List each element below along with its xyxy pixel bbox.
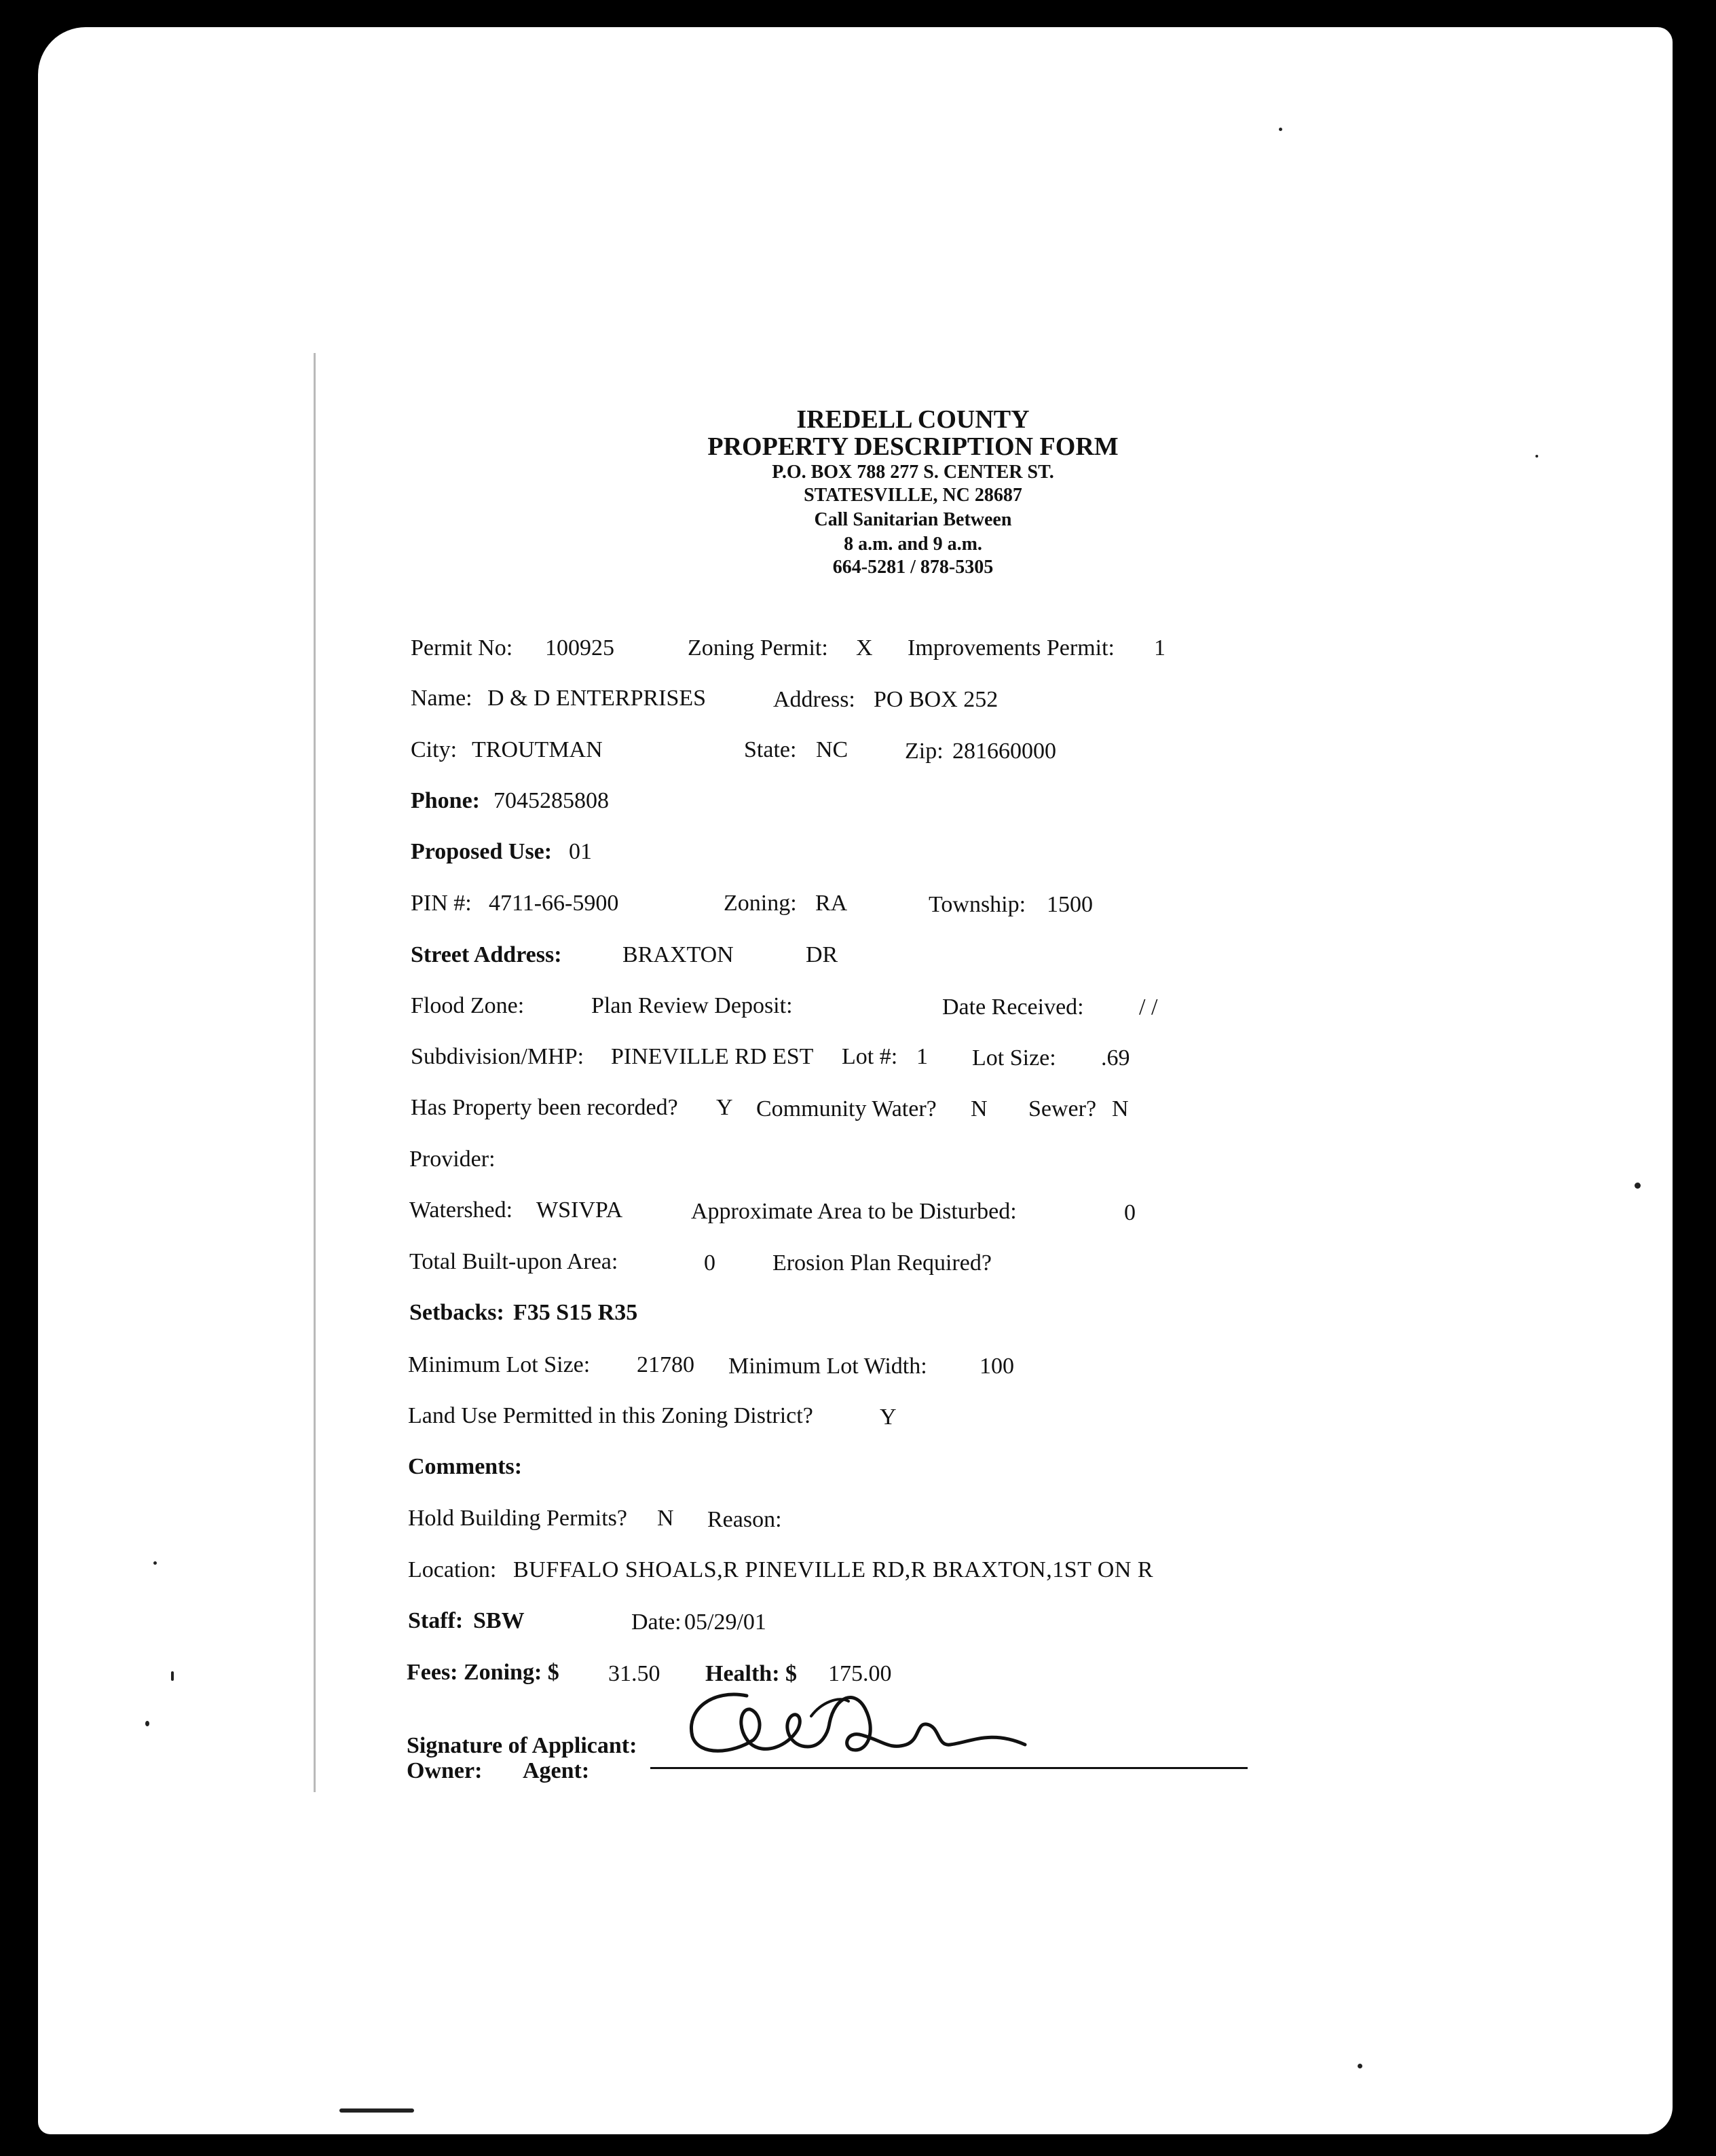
flood-zone-label: Flood Zone:	[411, 993, 525, 1018]
pin-label: PIN #:	[411, 891, 472, 916]
location-value: BUFFALO SHOALS,R PINEVILLE RD,R BRAXTON,1ST ON R	[513, 1557, 1154, 1582]
hold-label: Hold Building Permits?	[408, 1506, 627, 1531]
name-label: Name:	[411, 686, 472, 711]
phone-value: 7045285808	[493, 788, 609, 813]
proposed-use-value: 01	[569, 839, 592, 864]
lot-no-label: Lot #:	[842, 1044, 898, 1069]
scan-speck	[171, 1671, 174, 1681]
watershed-label: Watershed:	[409, 1197, 513, 1223]
city-label: City:	[411, 737, 458, 762]
land-use-value: Y	[880, 1405, 897, 1430]
min-lot-width-value: 100	[980, 1354, 1014, 1379]
recorded-value: Y	[716, 1095, 733, 1120]
subdivision-value: PINEVILLE RD EST	[611, 1044, 814, 1069]
fees-zoning-label: Fees: Zoning: $	[407, 1660, 559, 1685]
scan-speck	[1535, 455, 1538, 458]
fees-zoning-value: 31.50	[608, 1661, 660, 1686]
header-hours: 8 a.m. and 9 a.m.	[844, 534, 982, 555]
header-city: STATESVILLE, NC 28687	[804, 485, 1022, 506]
zoning-permit-label: Zoning Permit:	[688, 635, 828, 661]
date-label: Date:	[631, 1610, 682, 1635]
zip-label: Zip:	[905, 739, 944, 764]
permit-no-label: Permit No:	[411, 635, 513, 661]
township-label: Township:	[929, 892, 1026, 917]
agent-label: Agent:	[523, 1758, 590, 1783]
county-title: IREDELL COUNTY	[796, 405, 1030, 434]
zoning-label: Zoning:	[724, 891, 797, 916]
scan-speck	[1279, 128, 1282, 131]
proposed-use-label: Proposed Use:	[411, 839, 553, 864]
township-value: 1500	[1047, 892, 1093, 917]
header-address: P.O. BOX 788 277 S. CENTER ST.	[772, 462, 1054, 483]
scanned-page	[38, 27, 1673, 2134]
provider-label: Provider:	[409, 1147, 496, 1172]
hold-value: N	[657, 1506, 674, 1531]
pin-value: 4711-66-5900	[489, 891, 619, 916]
fees-health-value: 175.00	[828, 1661, 892, 1686]
handwritten-signature	[672, 1682, 1039, 1770]
date-value: 05/29/01	[684, 1610, 766, 1635]
phone-label: Phone:	[411, 788, 480, 813]
location-label: Location:	[408, 1557, 497, 1582]
reason-label: Reason:	[707, 1507, 782, 1532]
sewer-label: Sewer?	[1028, 1096, 1097, 1121]
street-address-label: Street Address:	[411, 942, 562, 967]
community-water-value: N	[971, 1096, 988, 1121]
staff-value: SBW	[473, 1608, 525, 1633]
state-label: State:	[744, 737, 797, 762]
scan-speck	[153, 1561, 157, 1565]
sewer-value: N	[1112, 1096, 1129, 1121]
city-value: TROUTMAN	[472, 737, 603, 762]
min-lot-width-label: Minimum Lot Width:	[728, 1354, 927, 1379]
subdivision-label: Subdivision/MHP:	[411, 1044, 584, 1069]
erosion-label: Erosion Plan Required?	[772, 1250, 992, 1276]
street-type-value: DR	[806, 942, 838, 967]
scan-speck	[1358, 2064, 1362, 2068]
plan-review-label: Plan Review Deposit:	[591, 993, 793, 1018]
owner-label: Owner:	[407, 1758, 483, 1783]
address-label: Address:	[773, 687, 855, 712]
staff-label: Staff:	[408, 1608, 464, 1633]
built-upon-label: Total Built-upon Area:	[409, 1249, 618, 1274]
improvements-label: Improvements Permit:	[908, 635, 1115, 661]
min-lot-size-label: Minimum Lot Size:	[408, 1352, 591, 1377]
name-value: D & D ENTERPRISES	[487, 686, 707, 711]
recorded-label: Has Property been recorded?	[411, 1095, 678, 1120]
zip-value: 281660000	[952, 739, 1056, 764]
permit-no-value: 100925	[545, 635, 614, 661]
comments-label: Comments:	[408, 1454, 523, 1479]
land-use-label: Land Use Permitted in this Zoning District?	[408, 1403, 813, 1428]
date-received-label: Date Received:	[942, 995, 1084, 1020]
setbacks-value: F35 S15 R35	[513, 1300, 638, 1325]
min-lot-size-value: 21780	[637, 1352, 694, 1377]
lot-size-label: Lot Size:	[972, 1045, 1056, 1071]
setbacks-label: Setbacks:	[409, 1300, 504, 1325]
form-title: PROPERTY DESCRIPTION FORM	[707, 432, 1119, 461]
lot-size-value: .69	[1101, 1045, 1130, 1071]
street-name-value: BRAXTON	[622, 942, 734, 967]
community-water-label: Community Water?	[756, 1096, 937, 1121]
header-call: Call Sanitarian Between	[814, 509, 1012, 530]
fees-health-label: Health: $	[705, 1661, 798, 1686]
header-phone: 664-5281 / 878-5305	[832, 557, 994, 578]
zoning-value: RA	[815, 891, 848, 916]
date-received-value: / /	[1139, 995, 1158, 1020]
lot-no-value: 1	[916, 1044, 928, 1069]
area-disturbed-label: Approximate Area to be Disturbed:	[691, 1199, 1017, 1224]
scan-speck	[339, 2108, 414, 2113]
signature-label: Signature of Applicant:	[407, 1733, 637, 1758]
scan-speck	[1635, 1183, 1641, 1189]
built-upon-value: 0	[704, 1250, 715, 1276]
watershed-value: WSIVPA	[536, 1197, 623, 1223]
address-value: PO BOX 252	[874, 687, 999, 712]
area-disturbed-value: 0	[1124, 1200, 1136, 1225]
improvements-value: 1	[1154, 635, 1165, 661]
scan-speck	[145, 1721, 149, 1726]
zoning-permit-value: X	[856, 635, 873, 661]
state-value: NC	[816, 737, 848, 762]
